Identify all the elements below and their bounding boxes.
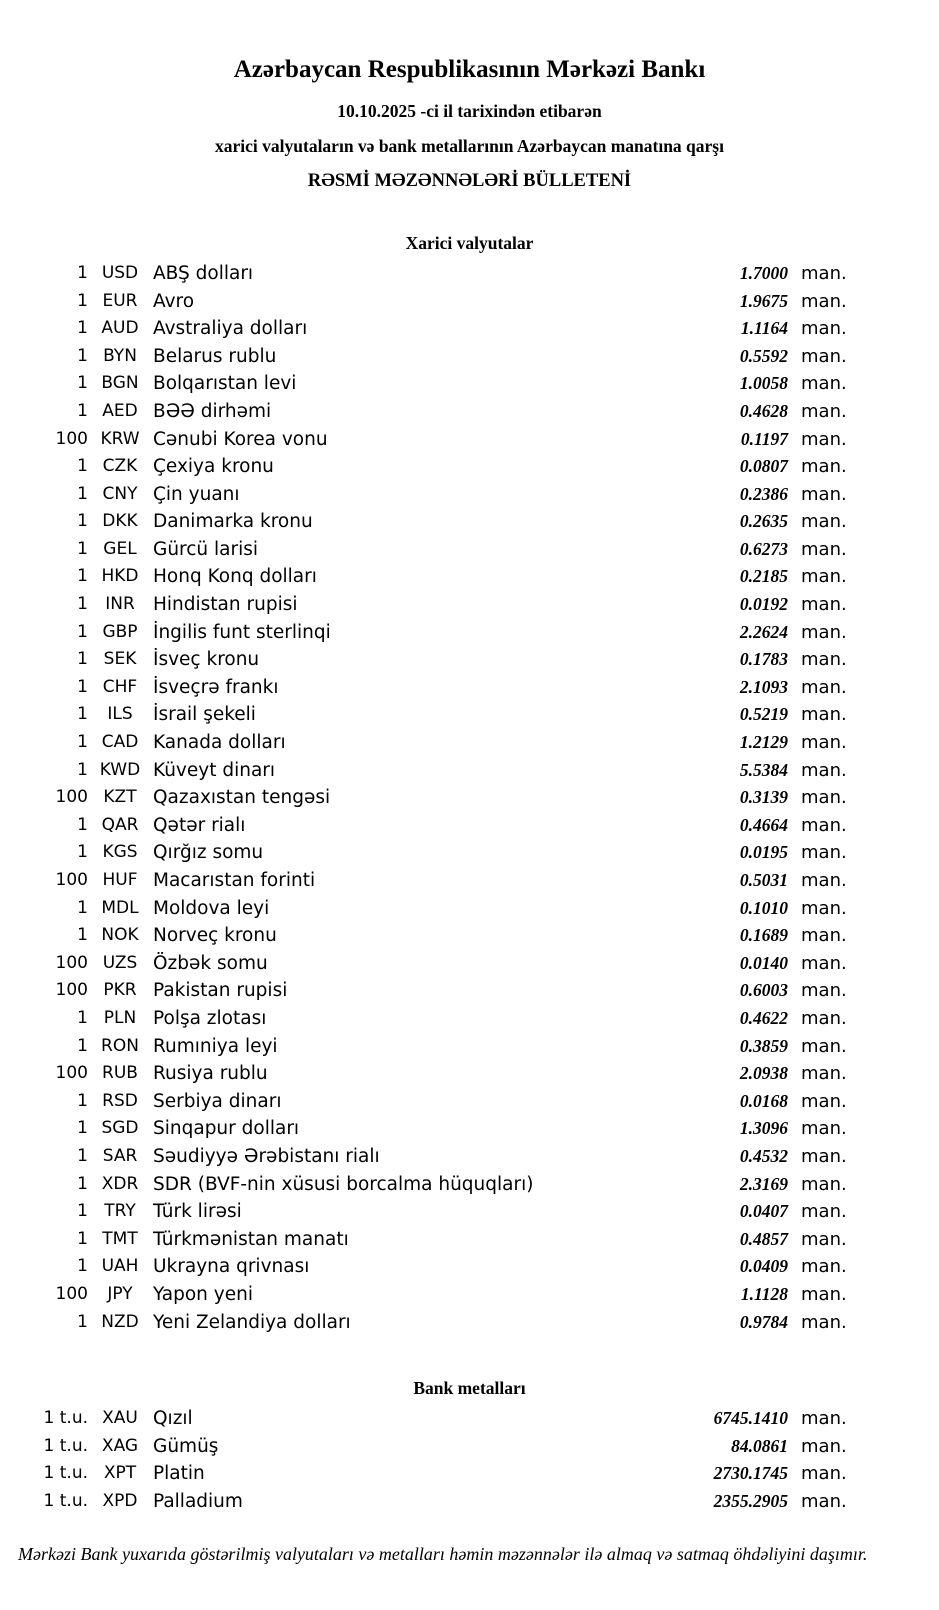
rate-row bbox=[0, 812, 939, 840]
currency-name: Polşa zlotası bbox=[153, 1007, 267, 1029]
rate-value: 0.4622 bbox=[739, 1007, 788, 1028]
rate-row bbox=[0, 1005, 939, 1033]
currency-code: TMT bbox=[102, 1228, 138, 1249]
currency-name: İsveç kronu bbox=[153, 649, 260, 671]
rate-value: 2.0938 bbox=[739, 1063, 788, 1084]
currency-name: Rumıniya leyi bbox=[153, 1035, 278, 1057]
currency-code: TRY bbox=[104, 1201, 136, 1222]
currency-code: USD bbox=[101, 262, 139, 283]
rate-value: 1.3096 bbox=[739, 1118, 788, 1139]
rate-row bbox=[0, 839, 939, 867]
currency-name: Türk lirəsi bbox=[153, 1201, 242, 1223]
currency-name: Macarıstan forinti bbox=[153, 870, 316, 891]
effective-date-line: 10.10.2025 -ci il tarixindən etibarən bbox=[337, 100, 602, 121]
rate-value: 0.3859 bbox=[739, 1035, 788, 1056]
currency-name: Moldova leyi bbox=[153, 897, 270, 919]
currency-code: XAU bbox=[102, 1408, 138, 1429]
currency-name: Ukrayna qrivnası bbox=[153, 1256, 310, 1278]
rate-value: 0.0195 bbox=[739, 842, 788, 863]
quantity: 1 bbox=[77, 814, 88, 835]
rate-row bbox=[0, 288, 939, 316]
rate-value: 0.0407 bbox=[739, 1201, 788, 1222]
currency-code: EUR bbox=[102, 290, 138, 311]
rate-row bbox=[0, 701, 939, 729]
unit-label: man. bbox=[801, 345, 847, 367]
unit-label: man. bbox=[801, 842, 847, 864]
quantity: 1 bbox=[77, 290, 88, 311]
quantity: 1 bbox=[77, 318, 88, 339]
rate-value: 0.4532 bbox=[739, 1145, 788, 1166]
rate-row bbox=[0, 1460, 939, 1488]
currency-name: Honq Konq dolları bbox=[153, 566, 317, 588]
rate-value: 0.4857 bbox=[739, 1228, 788, 1249]
currency-code: ILS bbox=[107, 704, 133, 725]
currency-code: XPD bbox=[102, 1490, 138, 1511]
rate-value: 5.5384 bbox=[739, 759, 788, 780]
unit-label: man. bbox=[801, 897, 847, 919]
rate-row bbox=[0, 481, 939, 509]
rate-row bbox=[0, 1060, 939, 1088]
rate-row bbox=[0, 591, 939, 619]
rate-row bbox=[0, 1405, 939, 1433]
currency-code: DKK bbox=[102, 511, 138, 532]
currency-code: UAH bbox=[101, 1256, 139, 1277]
rate-row bbox=[0, 426, 939, 454]
currency-code: JPY bbox=[107, 1283, 133, 1304]
currency-name: Serbiya dinarı bbox=[153, 1090, 282, 1112]
rate-value: 0.6273 bbox=[739, 538, 788, 559]
rate-value: 0.0409 bbox=[739, 1256, 788, 1277]
currency-name: Çin yuanı bbox=[153, 483, 240, 505]
currency-code: SEK bbox=[103, 649, 137, 670]
unit-label: man. bbox=[801, 290, 847, 312]
rate-value: 0.2386 bbox=[739, 483, 788, 504]
rate-row bbox=[0, 895, 939, 923]
unit-label: man. bbox=[801, 1201, 847, 1223]
quantity: 1 bbox=[77, 594, 88, 615]
unit-label: man. bbox=[801, 870, 847, 891]
currency-name: Qazaxıstan tengəsi bbox=[153, 787, 331, 809]
quantity: 100 bbox=[55, 980, 88, 1001]
rate-value: 1.7000 bbox=[739, 262, 788, 283]
rate-value: 0.0168 bbox=[739, 1090, 788, 1111]
unit-label: man. bbox=[801, 1145, 847, 1167]
unit-label: man. bbox=[801, 1063, 847, 1085]
currency-name: Norveç kronu bbox=[153, 925, 277, 947]
rate-row bbox=[0, 922, 939, 950]
currency-name: ABŞ dolları bbox=[153, 262, 254, 284]
currency-code: SAR bbox=[102, 1145, 138, 1166]
currency-code: HUF bbox=[102, 870, 138, 890]
rate-row bbox=[0, 784, 939, 812]
rate-row bbox=[0, 536, 939, 564]
currency-code: NZD bbox=[101, 1311, 139, 1332]
rate-row bbox=[0, 1433, 939, 1461]
rate-value: 0.1783 bbox=[739, 649, 788, 670]
metals-table bbox=[0, 1405, 939, 1515]
currency-name: Gürcü larisi bbox=[153, 538, 259, 560]
unit-label: man. bbox=[801, 1256, 847, 1278]
currency-code: SGD bbox=[101, 1118, 139, 1139]
currency-name: Türkmənistan manatı bbox=[153, 1228, 349, 1250]
currency-code: GBP bbox=[102, 621, 138, 642]
metals-section-title: Bank metalları bbox=[413, 1378, 526, 1399]
unit-label: man. bbox=[801, 1173, 847, 1195]
quantity: 1 t.u. bbox=[43, 1435, 88, 1456]
currency-name: Rusiya rublu bbox=[153, 1063, 268, 1085]
rate-value: 0.2185 bbox=[739, 566, 788, 587]
rate-row bbox=[0, 1309, 939, 1337]
rate-value: 0.5031 bbox=[739, 870, 788, 890]
unit-label: man. bbox=[801, 538, 847, 560]
currency-code: AED bbox=[102, 400, 138, 421]
rate-value: 0.9784 bbox=[739, 1311, 788, 1332]
unit-label: man. bbox=[801, 1408, 847, 1430]
currency-name: Pakistan rupisi bbox=[153, 980, 288, 1002]
quantity: 1 bbox=[77, 1201, 88, 1222]
currency-code: AUD bbox=[101, 318, 139, 339]
rate-value: 1.9675 bbox=[739, 290, 788, 311]
currency-code: RON bbox=[101, 1035, 139, 1056]
currency-name: İsrail şekeli bbox=[153, 704, 256, 726]
currency-code: UZS bbox=[102, 952, 138, 973]
quantity: 1 bbox=[77, 345, 88, 366]
rate-value: 2355.2905 bbox=[713, 1490, 788, 1511]
currency-code: PLN bbox=[103, 1007, 137, 1028]
rate-row bbox=[0, 1115, 939, 1143]
rate-row bbox=[0, 1088, 939, 1116]
currencies-table bbox=[0, 260, 939, 1336]
quantity: 1 bbox=[77, 842, 88, 863]
rate-value: 2.2624 bbox=[739, 621, 788, 642]
rate-row bbox=[0, 977, 939, 1005]
quantity: 100 bbox=[55, 1063, 88, 1084]
unit-label: man. bbox=[801, 1035, 847, 1057]
currency-code: INR bbox=[105, 594, 135, 615]
currency-code: CAD bbox=[101, 732, 139, 753]
unit-label: man. bbox=[801, 704, 847, 726]
currency-name: Cənubi Korea vonu bbox=[153, 428, 328, 450]
quantity: 1 bbox=[77, 456, 88, 477]
rate-row bbox=[0, 729, 939, 757]
rate-row bbox=[0, 315, 939, 343]
currency-code: BGN bbox=[101, 373, 139, 394]
rate-value: 1.1128 bbox=[740, 1283, 788, 1304]
currency-code: KZT bbox=[103, 787, 137, 808]
currency-code: PKR bbox=[103, 980, 137, 1001]
unit-label: man. bbox=[801, 1090, 847, 1112]
quantity: 1 t.u. bbox=[43, 1408, 88, 1429]
rate-row bbox=[0, 1488, 939, 1516]
currency-code: CZK bbox=[102, 456, 138, 477]
rate-value: 0.4628 bbox=[739, 400, 788, 421]
quantity: 1 bbox=[77, 649, 88, 670]
unit-label: man. bbox=[801, 594, 847, 616]
rate-row bbox=[0, 563, 939, 591]
quantity: 1 bbox=[77, 732, 88, 753]
rate-value: 0.5219 bbox=[739, 704, 788, 725]
quantity: 1 t.u. bbox=[43, 1490, 88, 1511]
subtitle-line: xarici valyutaların və bank metallarının Azərbaycan manatına qarşı bbox=[215, 135, 724, 156]
quantity: 100 bbox=[55, 870, 88, 890]
quantity: 1 bbox=[77, 897, 88, 918]
quantity: 1 bbox=[77, 925, 88, 946]
quantity: 1 bbox=[77, 400, 88, 421]
unit-label: man. bbox=[801, 814, 847, 836]
quantity: 1 bbox=[77, 373, 88, 394]
currency-name: Qətər rialı bbox=[153, 814, 246, 836]
currency-code: GEL bbox=[103, 538, 137, 559]
rate-row bbox=[0, 1143, 939, 1171]
unit-label: man. bbox=[801, 649, 847, 671]
rate-row bbox=[0, 1033, 939, 1061]
currency-name: Bolqarıstan levi bbox=[153, 373, 297, 395]
currency-code: XAG bbox=[101, 1435, 139, 1456]
rate-row bbox=[0, 867, 939, 895]
rate-row bbox=[0, 674, 939, 702]
unit-label: man. bbox=[801, 925, 847, 947]
bank-title: Azərbaycan Respublikasının Mərkəzi Bankı bbox=[233, 56, 706, 83]
unit-label: man. bbox=[801, 1311, 847, 1333]
currency-name: Çexiya kronu bbox=[153, 456, 274, 478]
quantity: 1 bbox=[77, 621, 88, 642]
currency-code: XDR bbox=[101, 1173, 139, 1194]
quantity: 1 bbox=[77, 1311, 88, 1332]
unit-label: man. bbox=[801, 1463, 847, 1485]
unit-label: man. bbox=[801, 400, 847, 422]
currency-code: CHF bbox=[102, 676, 138, 697]
quantity: 1 bbox=[77, 511, 88, 532]
quantity: 1 bbox=[77, 1173, 88, 1194]
unit-label: man. bbox=[801, 980, 847, 1002]
rate-value: 0.1010 bbox=[739, 897, 788, 918]
rate-value: 1.1164 bbox=[740, 318, 788, 339]
currency-name: Yapon yeni bbox=[153, 1283, 253, 1305]
currency-name: Qızıl bbox=[153, 1408, 193, 1430]
quantity: 1 bbox=[77, 262, 88, 283]
unit-label: man. bbox=[801, 732, 847, 754]
rate-value: 0.1197 bbox=[740, 428, 788, 449]
unit-label: man. bbox=[801, 1118, 847, 1140]
unit-label: man. bbox=[801, 566, 847, 588]
rate-value: 1.0058 bbox=[739, 373, 788, 394]
unit-label: man. bbox=[801, 262, 847, 284]
quantity: 1 bbox=[77, 1007, 88, 1028]
unit-label: man. bbox=[801, 1283, 847, 1305]
quantity: 100 bbox=[55, 952, 88, 973]
currency-name: Yeni Zelandiya dolları bbox=[153, 1311, 351, 1333]
rate-value: 0.5592 bbox=[739, 345, 788, 366]
currency-code: RSD bbox=[102, 1090, 138, 1111]
rate-value: 0.6003 bbox=[739, 980, 788, 1001]
rate-row bbox=[0, 508, 939, 536]
currency-name: Özbək somu bbox=[153, 952, 268, 974]
currency-name: BƏƏ dirhəmi bbox=[153, 400, 272, 422]
quantity: 1 bbox=[77, 676, 88, 697]
rate-value: 2.3169 bbox=[739, 1173, 788, 1194]
unit-label: man. bbox=[801, 373, 847, 395]
quantity: 1 bbox=[77, 1145, 88, 1166]
currency-name: SDR (BVF-nin xüsusi borcalma hüquqları) bbox=[153, 1173, 534, 1195]
unit-label: man. bbox=[801, 318, 847, 340]
rate-row bbox=[0, 398, 939, 426]
rate-row bbox=[0, 1171, 939, 1199]
currency-code: MDL bbox=[101, 897, 139, 918]
rate-row bbox=[0, 1253, 939, 1281]
currency-code: RUB bbox=[102, 1063, 138, 1084]
unit-label: man. bbox=[801, 621, 847, 643]
unit-label: man. bbox=[801, 1228, 847, 1250]
currency-name: Palladium bbox=[153, 1490, 243, 1512]
currency-name: İsveçrə frankı bbox=[153, 676, 279, 698]
unit-label: man. bbox=[801, 511, 847, 533]
unit-label: man. bbox=[801, 952, 847, 974]
currency-name: Küveyt dinarı bbox=[153, 759, 276, 781]
rate-value: 0.0140 bbox=[739, 952, 788, 973]
currency-name: Kanada dolları bbox=[153, 732, 286, 754]
quantity: 1 bbox=[77, 566, 88, 587]
currency-code: XPT bbox=[103, 1463, 137, 1484]
rate-row bbox=[0, 950, 939, 978]
quantity: 1 bbox=[77, 1090, 88, 1111]
quantity: 1 t.u. bbox=[43, 1463, 88, 1484]
currency-code: HKD bbox=[101, 566, 139, 587]
currency-name: Avro bbox=[153, 290, 195, 312]
currency-name: Danimarka kronu bbox=[153, 511, 313, 533]
bulletin-title: RƏSMİ MƏZƏNNƏLƏRİ BÜLLETENİ bbox=[307, 170, 632, 191]
unit-label: man. bbox=[801, 1435, 847, 1457]
rate-row bbox=[0, 1226, 939, 1254]
quantity: 1 bbox=[77, 704, 88, 725]
quantity: 1 bbox=[77, 759, 88, 780]
currency-code: KWD bbox=[99, 759, 141, 780]
unit-label: man. bbox=[801, 1007, 847, 1029]
rate-value: 0.3139 bbox=[739, 787, 788, 808]
rate-value: 0.4664 bbox=[739, 814, 788, 835]
rate-value: 0.0192 bbox=[739, 594, 788, 615]
unit-label: man. bbox=[801, 676, 847, 698]
rate-row bbox=[0, 1281, 939, 1309]
quantity: 1 bbox=[77, 1118, 88, 1139]
currency-name: Hindistan rupisi bbox=[153, 594, 298, 616]
rate-row bbox=[0, 343, 939, 371]
currency-code: KRW bbox=[100, 428, 140, 449]
unit-label: man. bbox=[801, 483, 847, 505]
rate-value: 84.0861 bbox=[731, 1435, 788, 1456]
currency-name: İngilis funt sterlinqi bbox=[153, 621, 331, 643]
currencies-section-title: Xarici valyutalar bbox=[405, 232, 534, 253]
rate-value: 6745.1410 bbox=[713, 1408, 788, 1429]
currency-name: Avstraliya dolları bbox=[153, 318, 308, 340]
quantity: 100 bbox=[55, 1283, 88, 1304]
unit-label: man. bbox=[801, 787, 847, 809]
currency-name: Gümüş bbox=[153, 1435, 219, 1457]
rate-value: 0.0807 bbox=[739, 456, 788, 477]
quantity: 1 bbox=[77, 483, 88, 504]
quantity: 1 bbox=[77, 1228, 88, 1249]
rate-value: 0.2635 bbox=[739, 511, 788, 532]
currency-code: QAR bbox=[101, 814, 139, 835]
currency-code: CNY bbox=[102, 483, 138, 504]
unit-label: man. bbox=[801, 1490, 847, 1512]
unit-label: man. bbox=[801, 759, 847, 781]
quantity: 100 bbox=[55, 428, 88, 449]
quantity: 1 bbox=[77, 1035, 88, 1056]
rate-row bbox=[0, 757, 939, 785]
currency-name: Səudiyyə Ərəbistanı rialı bbox=[153, 1145, 380, 1167]
unit-label: man. bbox=[801, 456, 847, 478]
quantity: 1 bbox=[77, 538, 88, 559]
currency-name: Platin bbox=[153, 1463, 205, 1485]
quantity: 1 bbox=[77, 1256, 88, 1277]
rate-value: 2.1093 bbox=[739, 676, 788, 697]
rate-value: 1.2129 bbox=[739, 732, 788, 753]
currency-code: NOK bbox=[101, 925, 139, 946]
quantity: 100 bbox=[55, 787, 88, 808]
rate-row bbox=[0, 619, 939, 647]
footer-note: Mərkəzi Bank yuxarıda göstərilmiş valyutaları və metalları həmin məzənnələr ilə almaq və satmaq öhdəliyini daşımır. bbox=[18, 1544, 868, 1565]
rate-row bbox=[0, 453, 939, 481]
rate-row bbox=[0, 370, 939, 398]
currency-name: Belarus rublu bbox=[153, 345, 277, 367]
rate-value: 2730.1745 bbox=[713, 1463, 788, 1484]
currency-name: Qırğız somu bbox=[153, 842, 264, 864]
rate-row bbox=[0, 1198, 939, 1226]
unit-label: man. bbox=[801, 428, 847, 450]
currency-name: Sinqapur dolları bbox=[153, 1118, 300, 1140]
currency-code: BYN bbox=[103, 345, 137, 366]
currency-code: KGS bbox=[102, 842, 138, 863]
rate-row bbox=[0, 646, 939, 674]
rate-value: 0.1689 bbox=[739, 925, 788, 946]
rate-row bbox=[0, 260, 939, 288]
